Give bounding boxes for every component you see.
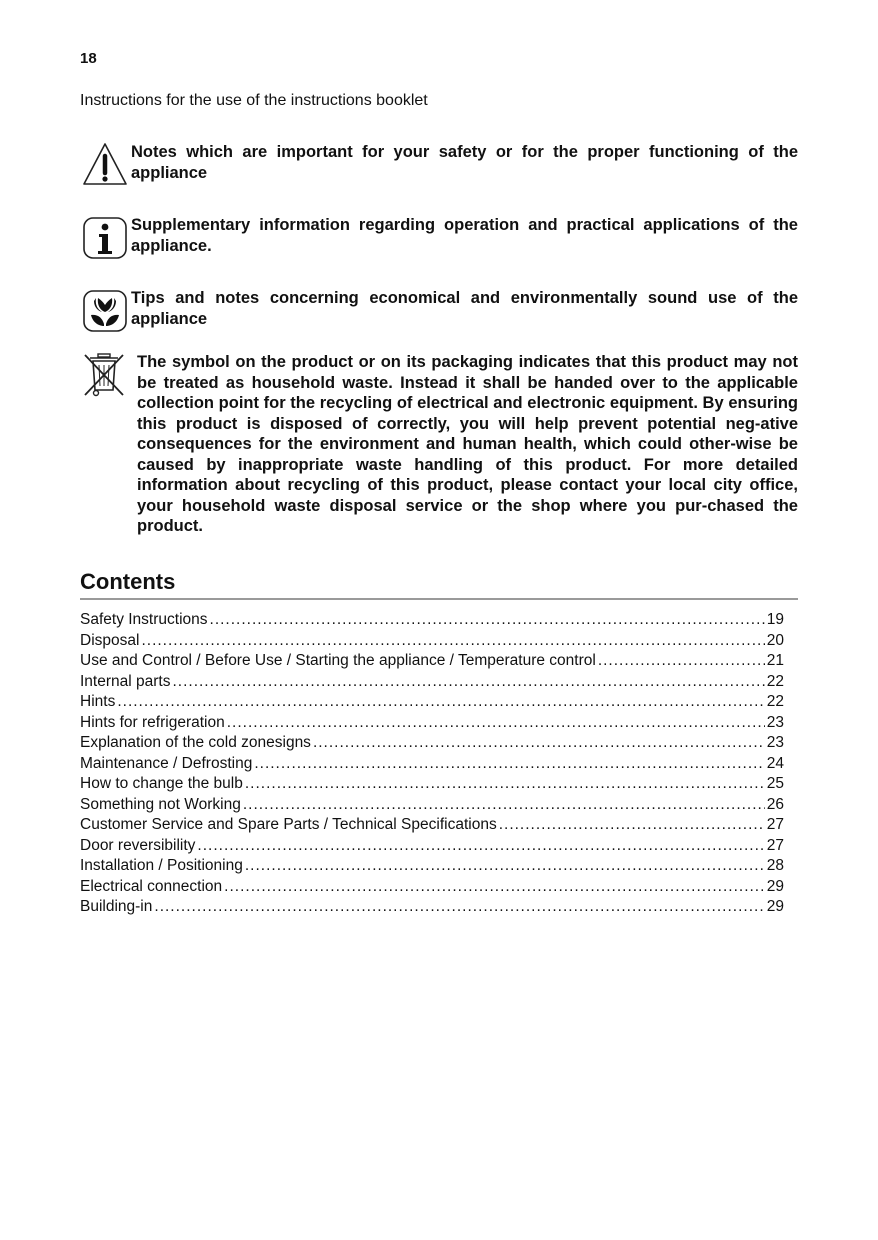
toc-entry[interactable] <box>80 692 784 713</box>
toc-entry[interactable] <box>80 815 784 836</box>
toc-entry-label: Installation / Positioning <box>80 857 243 874</box>
toc-leader <box>154 897 764 918</box>
page-number: 18 <box>80 50 97 67</box>
toc-entry-page: 24 <box>766 754 784 772</box>
toc-entry-page: 26 <box>766 795 784 813</box>
info-icon <box>82 215 128 261</box>
toc-entry-label: Explanation of the cold zonesigns <box>80 734 311 751</box>
toc-entry-page: 29 <box>766 898 784 915</box>
toc-entry[interactable] <box>80 733 784 754</box>
toc-leader <box>227 713 765 734</box>
toc-leader <box>141 631 764 652</box>
toc-entry-label: Safety Instructions <box>80 611 208 628</box>
toc-entry-page: 19 <box>766 611 784 628</box>
toc-entry-label: Use and Control / Before Use / Starting the appliance / Temperature control <box>80 652 596 669</box>
toc-entry-page: 23 <box>766 734 784 751</box>
toc-entry-label: Electrical connection <box>80 877 223 895</box>
table-of-contents <box>80 610 784 918</box>
toc-entry-page: 28 <box>766 857 784 874</box>
warning-icon <box>82 142 128 188</box>
toc-entry[interactable] <box>80 651 784 672</box>
toc-entry-label: Hints <box>80 693 116 710</box>
toc-entry-page: 23 <box>766 713 784 731</box>
toc-leader <box>243 795 765 816</box>
toc-entry[interactable] <box>80 897 784 918</box>
toc-leader <box>598 651 765 672</box>
toc-entry-page: 20 <box>766 631 784 649</box>
toc-entry-label: Customer Service and Spare Parts / Technical Specifications <box>80 816 497 833</box>
crossed-bin-icon <box>82 352 128 398</box>
toc-entry[interactable] <box>80 795 784 816</box>
note-weee-text: The symbol on the product or on its packaging indicates that this product may not be treated as household waste. Instead it shall be handed over to the applicable collection point for the recycling of electrical and electronic equipment. By ensuring this product is disposed of correctly, you will help prevent potential neg-ative consequences for the environment and human health, which could other-wise be caused by inappropriate waste handling of this product. For more detailed information about recycling of this product, please contact your local city office, your household waste disposal service or the shop where you pur-chased the product. <box>137 353 798 535</box>
note-environment-text: Tips and notes concerning economical and environmentally sound use of the appliance <box>131 289 798 328</box>
environment-icon <box>82 288 128 334</box>
toc-entry-label: Building-in <box>80 898 153 915</box>
toc-entry-page: 21 <box>766 652 784 669</box>
toc-entry-page: 27 <box>766 816 784 833</box>
toc-entry[interactable] <box>80 836 784 857</box>
toc-entry[interactable] <box>80 754 784 775</box>
toc-entry-label: Disposal <box>80 631 140 649</box>
note-info-text: Supplementary information regarding operation and practical applications of the appliance. <box>131 216 798 255</box>
toc-leader <box>210 610 765 631</box>
toc-leader <box>245 856 765 877</box>
toc-entry[interactable] <box>80 631 784 652</box>
contents-title: Contents <box>80 569 176 594</box>
toc-entry-page: 29 <box>766 877 784 895</box>
toc-entry[interactable] <box>80 610 784 631</box>
toc-entry-page: 27 <box>766 836 784 854</box>
note-warning-text: Notes which are important for your safety or for the proper functioning of the appliance <box>131 143 798 182</box>
toc-entry-label: How to change the bulb <box>80 775 243 792</box>
toc-leader <box>254 754 764 775</box>
toc-entry[interactable] <box>80 774 784 795</box>
toc-entry-label: Hints for refrigeration <box>80 713 225 731</box>
toc-entry-label: Door reversibility <box>80 836 196 854</box>
toc-leader <box>245 774 765 795</box>
toc-entry-page: 25 <box>766 775 784 792</box>
toc-entry[interactable] <box>80 672 784 693</box>
toc-leader <box>499 815 765 836</box>
note-environment <box>80 288 798 330</box>
toc-leader <box>172 672 764 693</box>
contents-divider <box>80 598 798 600</box>
toc-entry[interactable] <box>80 713 784 734</box>
toc-entry-label: Maintenance / Defrosting <box>80 754 253 772</box>
toc-leader <box>313 733 765 754</box>
toc-entry-page: 22 <box>766 672 784 690</box>
intro-heading: Instructions for the use of the instructions booklet <box>80 92 428 109</box>
toc-leader <box>197 836 764 857</box>
note-info <box>80 215 798 257</box>
toc-entry[interactable] <box>80 856 784 877</box>
toc-entry-label: Something not Working <box>80 795 241 813</box>
toc-entry-page: 22 <box>766 693 784 710</box>
toc-leader <box>117 692 764 713</box>
toc-entry[interactable] <box>80 877 784 898</box>
note-warning <box>80 142 798 184</box>
toc-leader <box>224 877 765 898</box>
toc-entry-label: Internal parts <box>80 672 171 690</box>
note-weee <box>80 352 798 537</box>
